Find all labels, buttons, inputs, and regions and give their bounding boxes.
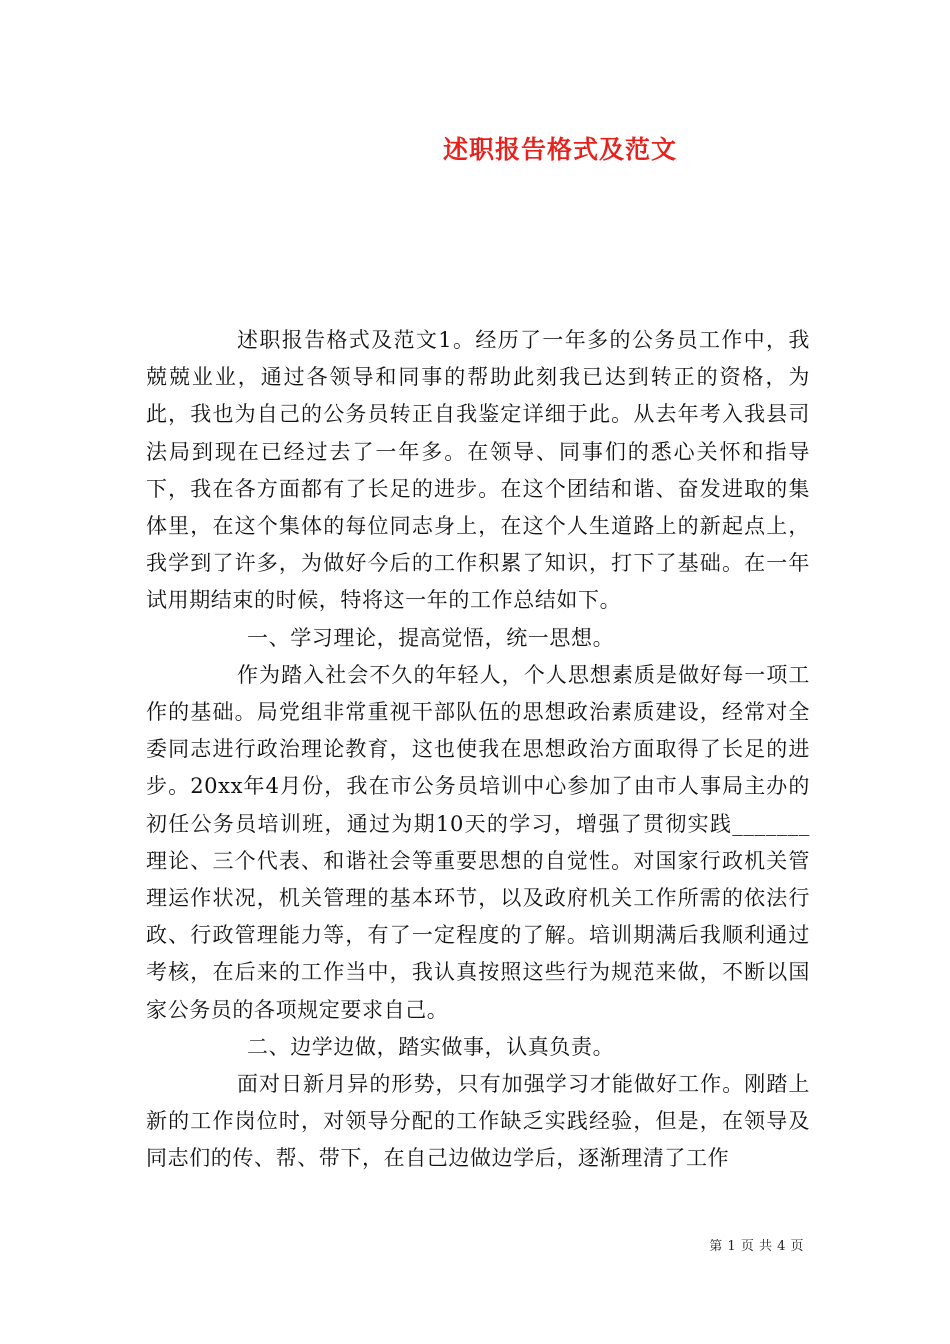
page-number-footer: 第 1 页 共 4 页 [709,1239,804,1254]
paragraph-section-1: 作为踏入社会不久的年轻人，个人思想素质是做好每一项工作的基础。局党组非常重视干部队伍的思想政治素质建设，经常对全委同志进行政治理论教育，这也使我在思想政治方面取得了长足的进步。20xx年4月份，我在市公务员培训中心参加了由市人事局主办的初任公务员培训班，通过为期10天的学习，增强了贯彻实践_______理论、三个代表、和谐社会等重要思想的自觉性。对国家行政机关管理运作状况，机关管理的基本环节，以及政府机关工作所需的依法行政、行政管理能力等，有了一定程度的了解。培训期满后我顺利通过考核，在后来的工作当中，我认真按照这些行为规范来做，不断以国家公务员的各项规定要求自己。 [146,662,810,1022]
document-title: 述职报告格式及范文 [442,135,677,164]
paragraph-intro: 述职报告格式及范文1。经历了一年多的公务员工作中，我兢兢业业，通过各领导和同事的帮助此刻我已达到转正的资格，为此，我也为自己的公务员转正自我鉴定详细于此。从去年考入我县司法局到现在已经过去了一年多。在领导、同事们的悉心关怀和指导下，我在各方面都有了长足的进步。在这个团结和谐、奋发进取的集体里，在这个集体的每位同志身上，在这个人生道路上的新起点上，我学到了许多，为做好今后的工作积累了知识，打下了基础。在一年试用期结束的时候，特将这一年的工作总结如下。 [146,328,810,613]
section-heading-2: 二、边学边做，踏实做事，认真负责。 [247,1034,615,1059]
section-heading-1: 一、学习理论，提高觉悟，统一思想。 [247,625,615,650]
paragraph-section-2: 面对日新月异的形势，只有加强学习才能做好工作。刚踏上新的工作岗位时，对领导分配的工作缺乏实践经验，但是，在领导及同志们的传、帮、带下，在自己边做边学后，逐渐理清了工作 [146,1072,810,1171]
document-body [146,322,810,1178]
